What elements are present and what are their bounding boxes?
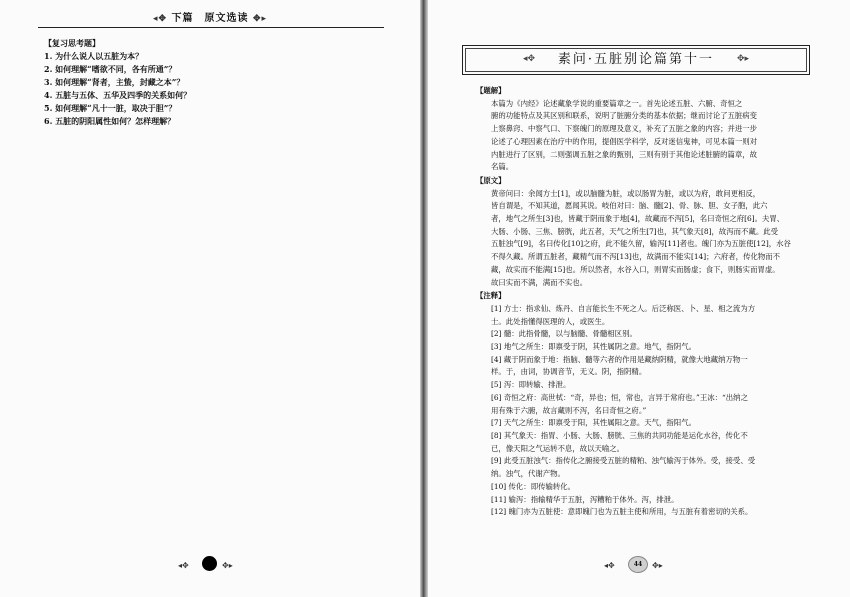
title-ornament-right-icon: ✥▸	[736, 54, 749, 64]
yuanwen-line: 不得久藏。所谓五脏者，藏精气而不泻[13]也，故满而不能实[14]；六府者，传化物而不	[491, 252, 781, 262]
tijie-line: 论述了心理因素在治疗中的作用，提倡医学科学，反对迷信鬼神，可见本篇一则对	[491, 136, 758, 146]
note-line: [8] 其气象天：指胃、小肠、大肠、膀胱、三焦的共同功能是运化水谷，传化不	[491, 430, 748, 440]
question-item: 6. 五脏的阴阳属性如何？怎样理解？	[44, 116, 176, 126]
yuanwen-line: 大肠、小肠、三焦、膀胱，此五者，天气之所生[7]也，其气象天[8]，故泻而不藏。此受	[491, 226, 779, 236]
chapter-title-box	[462, 45, 810, 75]
note-line: 士。此处指懂得医理的人，或医生。	[491, 316, 610, 326]
chapter-body	[476, 84, 808, 519]
note-line: [11] 输泻：指输精华于五脏，泻糟粕于体外。泻，排泄。	[491, 494, 679, 504]
question-item: 1. 为什么说人以五脏为本？	[44, 51, 144, 61]
footer-wing-left-icon: ◂✥	[604, 561, 615, 570]
question-item: 4. 五脏与五体、五华及四季的关系如何？	[44, 90, 192, 100]
tijie-line: 内脏进行了区别，二则强调五脏之象的甄别，三则有别于其他论述脏腑的篇章，故	[491, 149, 758, 159]
note-line: 样。于，由词，协调音节，无义。阴，指阴精。	[491, 367, 647, 377]
footer-ornament	[602, 556, 676, 572]
tijie-line: 上察鼻窍、中察气口、下察魄门的原理及意义，补充了五脏之象的内容；并进一步	[491, 124, 758, 134]
page-number: 44	[628, 556, 648, 573]
note-line: 已，像天阳之气运转不息，故以天喻之。	[491, 443, 625, 453]
note-line: [4] 藏于阴而象于地：指脑、髓等六者的作用是藏纳阴精，就像大地藏纳万物一	[491, 354, 748, 364]
review-questions-title: 【复习思考题】	[44, 38, 100, 48]
note-line: [7] 天气之所生：即禀受于阳，其性属阳之意。天气，指阳气。	[491, 418, 696, 428]
note-line: [3] 地气之所生：即禀受于阴，其性属阴之意。地气，指阴气。	[491, 342, 696, 352]
yuanwen-line: 者，地气之所生[3]也，皆藏于阴而象于地[4]，故藏而不泻[5]，名曰奇恒之府[6]。夫胃、	[491, 214, 785, 224]
question-item: 2. 如何理解“嗜欲不同，各有所通”？	[44, 64, 177, 74]
yuanwen-line: 皆自谓是，不知其道，愿闻其说。岐伯对曰：脑、髓[2]、骨、脉、胆、女子胞，此六	[491, 201, 768, 211]
note-line: [10] 传化：即传输转化。	[491, 481, 576, 491]
note-line: [5] 泻：即转输、排泄。	[491, 380, 571, 390]
footer-ornament	[176, 556, 246, 572]
running-header	[0, 9, 420, 24]
note-line: [1] 方士：指求仙、炼丹、自言能长生不死之人。后泛称医、卜、星、相之流为方	[491, 303, 756, 313]
header-ornament-right-icon: ✥▸	[252, 14, 268, 24]
section-heading-yuanwen: 【原文】	[476, 175, 506, 185]
question-item: 3. 如何理解“肾者，主蛰，封藏之本”？	[44, 77, 185, 87]
tijie-line: 腑的功能特点及其区别和联系，说明了脏腑分类的基本依据；继而讨论了五脏病变	[491, 111, 758, 121]
note-line: 用有殊于六腑，故言藏则不泻，名曰奇恒之府。”	[491, 405, 647, 415]
page-dot-icon	[202, 556, 217, 571]
yuanwen-line: 黄帝问曰：余闻方士[1]，或以脑髓为脏，或以肠胃为脏，或以为府，敢问更相反，	[491, 188, 761, 198]
header-ornament-left-icon: ◂✥	[152, 14, 168, 24]
right-page	[428, 0, 850, 597]
chapter-title: 素问·五脏别论篇第十一	[557, 52, 715, 67]
yuanwen-line: 五脏浊气[9]，名曰传化[10]之府，此不能久留，输泻[11]者也。魄门亦为五脏使[12]，水谷	[491, 239, 791, 249]
section-heading-zhushi: 【注释】	[476, 291, 506, 301]
note-line: [2] 髓：此指骨髓，以与脑髓、骨髓相区别。	[491, 329, 637, 339]
running-header-text: 下篇 原文选读	[171, 13, 249, 24]
book-gutter	[420, 0, 428, 597]
footer-wing-left-icon: ◂✥	[178, 561, 189, 570]
tijie-line: 本篇为《内经》论述藏象学说的重要篇章之一。首先论述五脏、六腑、奇恒之	[491, 98, 743, 108]
yuanwen-line: 藏，故实而不能满[15]也。所以然者，水谷入口，则胃实而肠虚；食下，则肠实而胃虚。	[491, 264, 780, 274]
note-line: [9] 此受五脏浊气：指传化之腑接受五脏的精粕、浊气输泻于体外。受，接受、受	[491, 456, 756, 466]
note-line: [6] 奇恒之府：高世栻：“奇，异也；恒，常也，言异于常府也。”王冰：“出纳之	[491, 392, 748, 402]
note-line: [12] 魄门亦为五脏使：意即魄门也为五脏主使和所用，与五脏有着密切的关系。	[491, 507, 753, 517]
question-item: 5. 如何理解“凡十一脏，取决于胆”？	[44, 103, 177, 113]
left-page	[0, 0, 420, 597]
review-questions	[44, 37, 384, 128]
title-ornament-left-icon: ◂✥	[523, 54, 536, 64]
note-line: 纳。浊气，代谢产物。	[491, 469, 565, 479]
section-heading-tijie: 【题解】	[476, 86, 506, 95]
footer-wing-right-icon: ✥▸	[652, 561, 663, 570]
header-rule	[38, 27, 384, 28]
yuanwen-line: 故曰实而不满，满而不实也。	[491, 277, 588, 287]
tijie-line: 名篇。	[491, 162, 514, 172]
footer-wing-right-icon: ✥▸	[222, 561, 233, 570]
